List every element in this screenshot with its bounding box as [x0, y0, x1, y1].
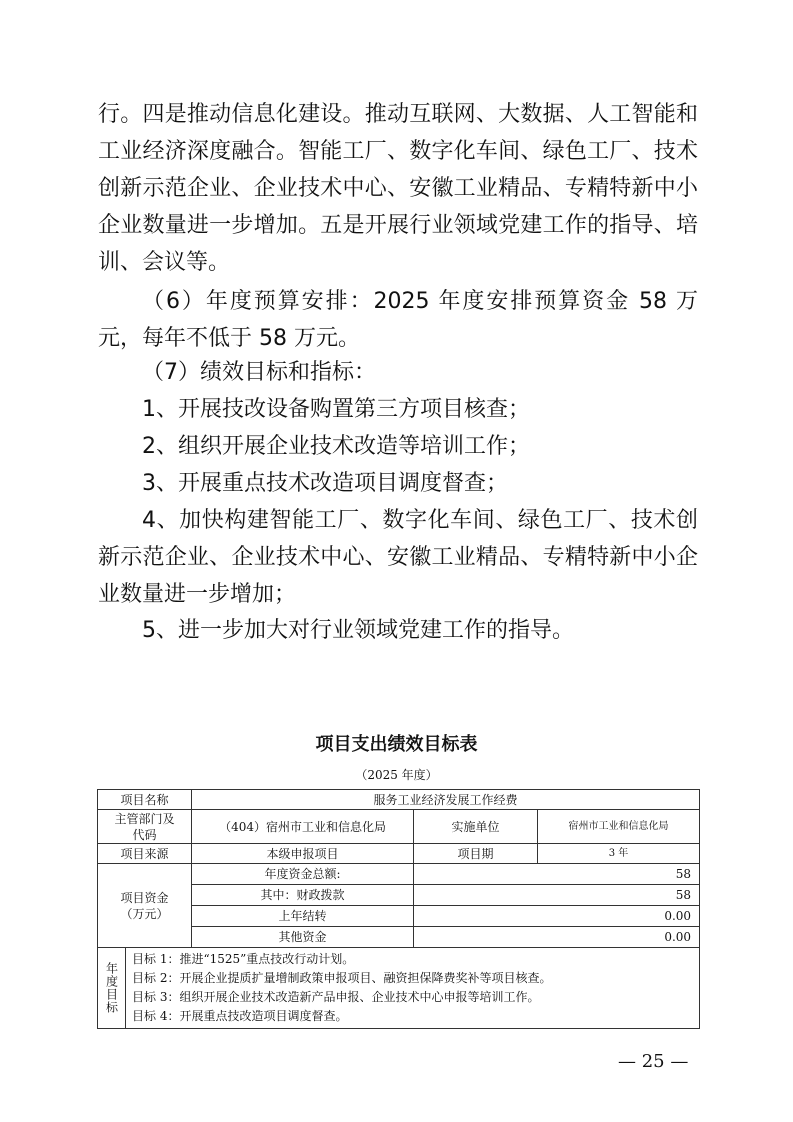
period-label: 项目期	[414, 844, 538, 864]
table-row-source	[98, 844, 700, 864]
funds-item-label: 其中：财政拨款	[192, 885, 414, 906]
dept-value: （404）宿州市工业和信息化局	[192, 810, 414, 844]
project-name-label: 项目名称	[98, 790, 192, 810]
performance-table	[97, 789, 700, 1029]
goal-item-4: 4、加快构建智能工厂、数字化车间、绿色工厂、技术创新示范企业、企业技术中心、安徽工业精品、专精特新中小企业数量进一步增加；	[98, 508, 698, 607]
table-row-annual-goals	[98, 948, 700, 1029]
table-row-department	[98, 810, 700, 844]
goals-label: 年度目标	[98, 948, 126, 1029]
table-row-funds-total	[98, 864, 700, 885]
funds-item-value: 58	[414, 885, 700, 906]
goal-item-3: 3、开展重点技术改造项目调度督查；	[142, 471, 508, 496]
body-paragraph-budget: （6）年度预算安排：2025 年度安排预算资金 58 万元，每年不低于 58 万元。	[98, 289, 698, 351]
funds-item-label: 年度资金总额:	[192, 864, 414, 885]
goals-list	[126, 948, 700, 1029]
funds-label: 项目资金（万元）	[98, 864, 192, 948]
funds-item-value: 58	[414, 864, 700, 885]
body-paragraph-1: 行。四是推动信息化建设。推动互联网、大数据、人工智能和工业经济深度融合。智能工厂、数字化车间、绿色工厂、技术创新示范企业、企业技术中心、安徽工业精品、专精特新中小企业数量进一步增加。五是开展行业领域党建工作的指导、培训、会议等。	[98, 102, 698, 275]
funds-item-label: 上年结转	[192, 906, 414, 927]
impl-label: 实施单位	[414, 810, 538, 844]
page-number: — 25 —	[618, 1051, 689, 1072]
goal-line: 目标 4：开展重点技改造项目调度督查。	[132, 1009, 348, 1023]
project-name-value: 服务工业经济发展工作经费	[192, 790, 700, 810]
table-year: （2025 年度）	[355, 768, 438, 782]
goal-line: 目标 1：推进“1525”重点技改行动计划。	[132, 952, 355, 966]
impl-value: 宿州市工业和信息化局	[538, 810, 700, 844]
table-row-project-name	[98, 790, 700, 810]
goal-item-1: 1、开展技改设备购置第三方项目核查；	[142, 397, 530, 422]
goal-item-2: 2、组织开展企业技术改造等培训工作；	[142, 434, 530, 459]
goal-line: 目标 3：组织开展企业技术改造新产品申报、企业技术中心申报等培训工作。	[132, 990, 540, 1004]
funds-item-label: 其他资金	[192, 927, 414, 948]
source-value: 本级申报项目	[192, 844, 414, 864]
funds-item-value: 0.00	[414, 906, 700, 927]
dept-label: 主管部门及代码	[98, 810, 192, 844]
body-paragraph-goals-heading: （7）绩效目标和指标：	[142, 360, 376, 385]
source-label: 项目来源	[98, 844, 192, 864]
period-value: 3 年	[538, 844, 700, 864]
table-title: 项目支出绩效目标表	[315, 734, 478, 755]
funds-item-value: 0.00	[414, 927, 700, 948]
goal-line: 目标 2：开展企业提质扩量增制政策申报项目、融资担保降费奖补等项目核查。	[132, 971, 552, 985]
goal-item-5: 5、进一步加大对行业领域党建工作的指导。	[142, 618, 574, 643]
